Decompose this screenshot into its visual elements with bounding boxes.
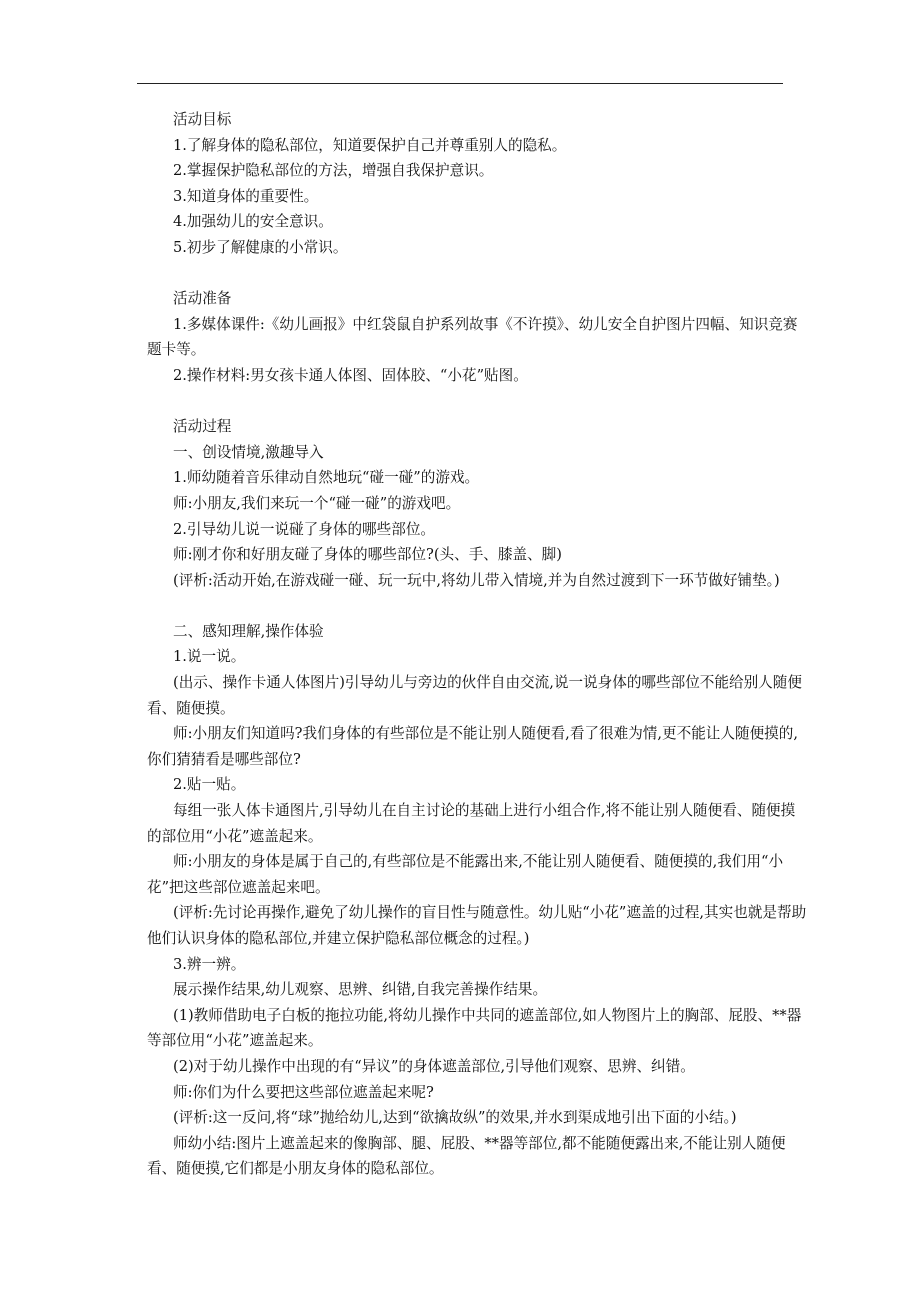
section-gap — [147, 593, 807, 619]
preparation-item-1: 1.多媒体课件:《幼儿画报》中红袋鼠自护系列故事《不许摸》、幼儿安全自护图片四幅、知识竞赛题卡等。 — [147, 315, 798, 359]
process-paragraph: 2.引导幼儿说一说碰了身体的哪些部位。 — [173, 520, 436, 538]
section-heading-process: 活动过程 — [173, 418, 232, 436]
section-heading-preparation: 活动准备 — [173, 290, 232, 308]
process-paragraph: 师:刚才你和好朋友碰了身体的哪些部位?(头、手、膝盖、脚) — [173, 546, 562, 564]
process-paragraph: 1.说一说。 — [173, 648, 246, 666]
goal-item-1: 1.了解身体的隐私部位，知道要保护自己并尊重别人的隐私。 — [173, 136, 567, 154]
section-heading-goals: 活动目标 — [173, 111, 232, 128]
goal-item-5: 5.初步了解健康的小常识。 — [173, 238, 348, 256]
process-paragraph: 3.辨一辨。 — [173, 955, 246, 973]
section-gap — [147, 261, 807, 287]
process-paragraph: (1)教师借助电子白板的拖拉功能,将幼儿操作中共同的遮盖部位,如人物图片上的胸部、屁股、**器等部位用“小花”遮盖起来。 — [147, 1006, 802, 1050]
process-paragraph: 师:你们为什么要把这些部位遮盖起来呢? — [173, 1083, 434, 1101]
process-paragraph: 1.师幼随着音乐律动自然地玩“碰一碰”的游戏。 — [173, 469, 480, 487]
goal-item-2: 2.掌握保护隐私部位的方法，增强自我保护意识。 — [173, 162, 494, 180]
process-commentary: (评析:先讨论再操作,避免了幼儿操作的盲目性与随意性。幼儿贴“小花”遮盖的过程,其实也就是帮助他们认识身体的隐私部位,并建立保护隐私部位概念的过程。) — [147, 904, 807, 947]
process-commentary: (评析:活动开始,在游戏碰一碰、玩一玩中,将幼儿带入情境,并为自然过渡到下一环节做好铺垫。) — [173, 571, 780, 589]
process-paragraph: 师:小朋友的身体是属于自己的,有些部位是不能露出来,不能让别人随便看、随便摸的,我们用“小花”把这些部位遮盖起来吧。 — [147, 853, 784, 896]
process-paragraph: 2.贴一贴。 — [173, 776, 246, 794]
goal-item-3: 3.知道身体的重要性。 — [173, 187, 319, 205]
process-commentary: (评析:这一反问,将“球”抛给幼儿,达到“欲擒故纵”的效果,并水到渠成地引出下面的小结。) — [173, 1109, 737, 1127]
process-paragraph: (出示、操作卡通人体图片)引导幼儿与旁边的伙伴自由交流,说一说身体的哪些部位不能给别人随便看、随便摸。 — [147, 674, 802, 717]
document-body — [147, 107, 807, 1182]
process-paragraph: 师:小朋友们知道吗?我们身体的有些部位是不能让别人随便看,看了很难为情,更不能让人随便摸的,你们猜猜看是哪些部位? — [147, 725, 799, 768]
goal-item-4: 4.加强幼儿的安全意识。 — [173, 213, 333, 231]
process-paragraph: (2)对于幼儿操作中出现的有“异议”的身体遮盖部位,引导他们观察、思辨、纠错。 — [173, 1057, 695, 1075]
process-summary: 师幼小结:图片上遮盖起来的像胸部、腿、屁股、**器等部位,都不能随便露出来,不能让别人随便看、随便摸,它们都是小朋友身体的隐私部位。 — [147, 1134, 786, 1178]
preparation-item-2: 2.操作材料:男女孩卡通人体图、固体胶、“小花”贴图。 — [173, 366, 528, 384]
process-paragraph: 展示操作结果,幼儿观察、思辨、纠错,自我完善操作结果。 — [173, 981, 548, 999]
process-step-heading-2: 二、感知理解,操作体验 — [173, 622, 324, 640]
section-gap — [147, 389, 807, 415]
process-step-heading-1: 一、创设情境,激趣导入 — [173, 443, 324, 461]
process-paragraph: 师:小朋友,我们来玩一个“碰一碰”的游戏吧。 — [173, 494, 461, 512]
header-rule — [137, 83, 783, 84]
process-paragraph: 每组一张人体卡通图片,引导幼儿在自主讨论的基础上进行小组合作,将不能让别人随便看、随便摸的部位用“小花”遮盖起来。 — [147, 802, 796, 845]
